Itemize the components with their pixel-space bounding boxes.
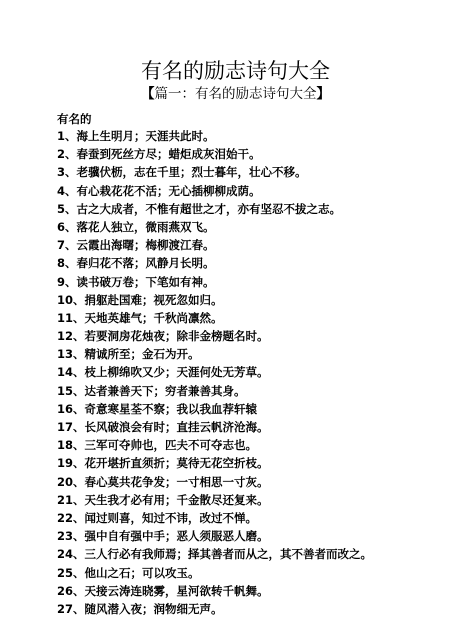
- list-item: [57, 509, 372, 527]
- list-item: [57, 163, 372, 181]
- item-number: 17、: [57, 420, 85, 434]
- item-text: 长风破浪会有时；直挂云帆济沧海。: [84, 420, 269, 434]
- list-item: [57, 600, 372, 618]
- item-number: 5、: [57, 201, 77, 216]
- item-text: 春蚕到死丝方尽；蜡炬成灰泪始干。: [76, 147, 261, 162]
- item-number: 14、: [57, 365, 85, 380]
- item-number: 2、: [57, 147, 77, 162]
- item-number: 15、: [57, 383, 85, 398]
- item-text: 天地英雄气；千秋尚凛然。: [84, 310, 223, 325]
- item-text: 春归花不落；风静月长明。: [76, 256, 215, 271]
- list-item: [57, 236, 372, 254]
- subtitle-open-bracket: 【: [141, 86, 155, 102]
- list-item: [57, 345, 372, 363]
- item-text: 三人行必有我师焉；择其善者而从之，其不善者而改之。: [84, 547, 373, 562]
- item-number: 23、: [57, 529, 85, 544]
- item-text: 若要洞房花烛夜；除非金榜题名时。: [84, 329, 269, 344]
- item-number: 10、: [57, 292, 85, 307]
- list-item: [57, 418, 372, 436]
- item-text: 闻过则喜，知过不讳，改过不惮。: [84, 510, 258, 525]
- item-text: 枝上柳绵吹又少；天涯何处无芳草。: [84, 365, 269, 380]
- document-title: 有名的励志诗句大全: [141, 59, 330, 83]
- list-item: [57, 254, 372, 272]
- subtitle-text: 篇一：有名的励志诗句大全: [154, 86, 317, 102]
- list-item: [57, 545, 372, 563]
- list-item: [57, 382, 372, 400]
- list-item: [57, 473, 372, 491]
- list-item: [57, 327, 372, 345]
- item-text: 三军可夺帅也，匹夫不可夺志也。: [84, 438, 258, 453]
- item-text: 随风潜入夜；润物细无声。: [84, 601, 223, 616]
- list-item: [57, 491, 372, 509]
- item-text: 海上生明月；天涯共此时。: [76, 129, 215, 143]
- item-number: 7、: [57, 238, 77, 253]
- item-number: 6、: [57, 219, 77, 234]
- item-number: 21、: [57, 492, 85, 507]
- item-text: 老骥伏枥，志在千里；烈士暮年，壮心不移。: [76, 165, 307, 180]
- item-number: 16、: [57, 401, 85, 416]
- section-heading: 有名的: [57, 112, 92, 126]
- item-number: 26、: [57, 583, 85, 598]
- item-text: 天接云涛连晓雾，星河欲转千帆舞。: [84, 583, 269, 598]
- item-text: 云霞出海曙；梅柳渡江春。: [76, 238, 215, 253]
- item-text: 奇意寒星荃不察；我以我血荐轩辕: [84, 401, 258, 416]
- list-item: [57, 218, 372, 236]
- item-number: 25、: [57, 565, 85, 580]
- list-item: [57, 454, 372, 472]
- list-item: [57, 309, 372, 327]
- item-number: 3、: [57, 165, 77, 180]
- item-text: 捐躯赴国难；视死忽如归。: [84, 292, 223, 307]
- list-item: [57, 200, 372, 218]
- item-text: 天生我才必有用；千金散尽还复来。: [84, 492, 269, 507]
- item-number: 1、: [57, 129, 77, 143]
- item-number: 13、: [57, 347, 85, 362]
- list-item: [57, 291, 372, 309]
- list-item: [57, 363, 372, 381]
- list-item: [57, 127, 372, 145]
- item-number: 11、: [57, 310, 85, 325]
- list-item: [57, 564, 372, 582]
- list-item: [57, 182, 372, 200]
- item-text: 春心莫共花争发；一寸相思一寸灰。: [84, 474, 269, 489]
- item-text: 古之大成者，不惟有超世之才，亦有坚忍不拔之志。: [76, 201, 342, 216]
- item-number: 22、: [57, 510, 85, 525]
- item-text: 读书破万卷；下笔如有神。: [76, 274, 215, 289]
- item-number: 18、: [57, 438, 85, 453]
- item-number: 9、: [57, 274, 77, 289]
- list-item: [57, 582, 372, 600]
- list-item: [57, 145, 372, 163]
- item-number: 20、: [57, 474, 85, 489]
- item-number: 12、: [57, 329, 85, 344]
- item-text: 达者兼善天下；穷者兼善其身。: [84, 383, 246, 398]
- item-text: 强中自有强中手；恶人须服恶人磨。: [84, 529, 269, 544]
- list-item: [57, 527, 372, 545]
- list-item: [57, 400, 372, 418]
- item-number: 24、: [57, 547, 85, 562]
- item-text: 精诚所至；金石为开。: [84, 347, 200, 362]
- item-text: 他山之石；可以攻玉。: [84, 565, 200, 580]
- quote-list: [57, 127, 372, 618]
- subtitle-close-bracket: 】: [316, 86, 330, 102]
- list-item: [57, 273, 372, 291]
- item-text: 花开堪折直须折；莫待无花空折枝。: [84, 456, 269, 471]
- item-number: 27、: [57, 601, 85, 616]
- item-text: 落花人独立，微雨燕双飞。: [76, 219, 215, 234]
- item-text: 有心栽花花不活；无心插柳柳成荫。: [76, 183, 261, 198]
- document-subtitle: [0, 85, 471, 103]
- item-number: 8、: [57, 256, 77, 271]
- item-number: 19、: [57, 456, 85, 471]
- item-number: 4、: [57, 183, 77, 198]
- list-item: [57, 436, 372, 454]
